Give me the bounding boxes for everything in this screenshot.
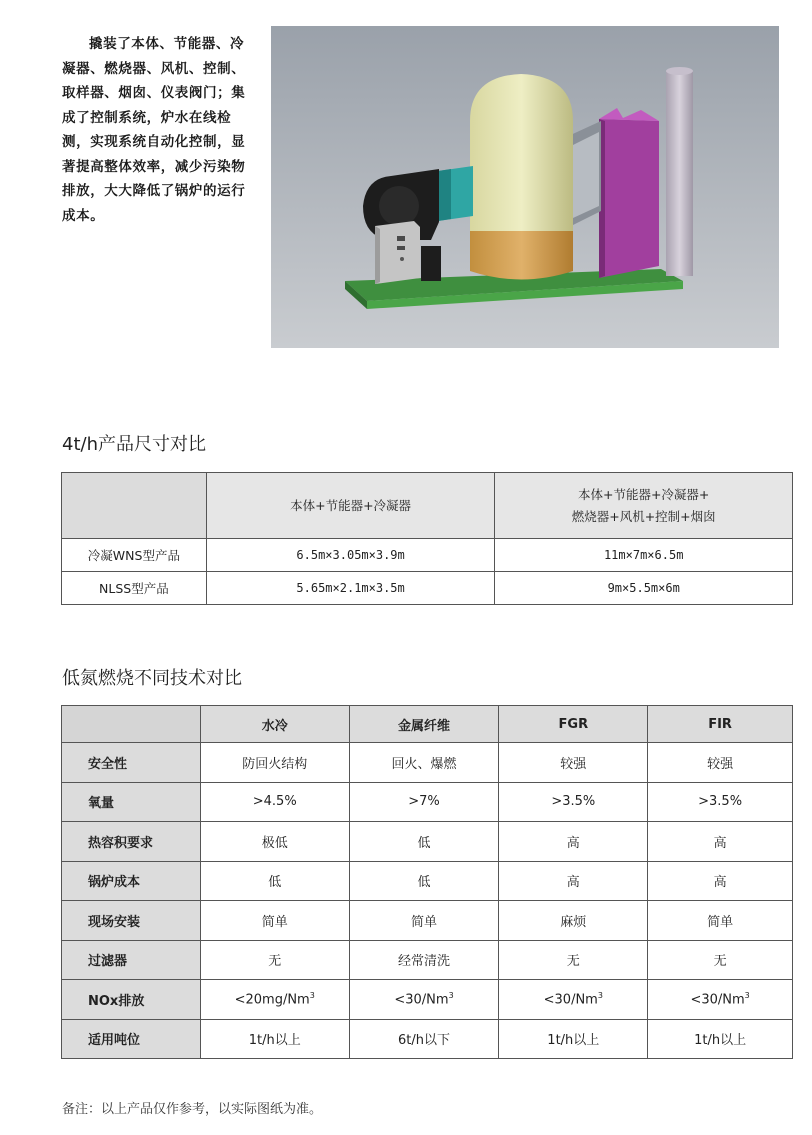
table-row <box>62 572 793 605</box>
table-row <box>62 940 793 980</box>
header-fgr: FGR <box>499 706 648 743</box>
cell: >7% <box>349 782 499 822</box>
cell: 1t/h以上 <box>499 1019 648 1059</box>
cell: >4.5% <box>200 782 349 822</box>
cell: 麻烦 <box>499 901 648 941</box>
row-label: 锅炉成本 <box>62 861 201 901</box>
row-label: 安全性 <box>62 743 201 783</box>
cell: 1t/h以上 <box>200 1019 349 1059</box>
cell: 较强 <box>648 743 793 783</box>
header-body-economizer-condenser: 本体+节能器+冷凝器 <box>206 473 495 539</box>
footnote: 备注：以上产品仅作参考，以实际图纸为准。 <box>62 1102 323 1117</box>
row-label: 适用吨位 <box>62 1019 201 1059</box>
cell: >3.5% <box>648 782 793 822</box>
cell: 高 <box>648 861 793 901</box>
row-label: 过滤器 <box>62 940 201 980</box>
cell: $<30/Nm^3$ <box>499 980 648 1020</box>
table-row <box>62 539 793 572</box>
header-blank-cell <box>62 473 207 539</box>
cell: >3.5% <box>499 782 648 822</box>
table-header-row <box>62 706 793 743</box>
cell: 高 <box>499 822 648 862</box>
table-row <box>62 980 793 1020</box>
cell: 经常清洗 <box>349 940 499 980</box>
cell: 简单 <box>648 901 793 941</box>
cell: 较强 <box>499 743 648 783</box>
header-water-cooled: 水冷 <box>200 706 349 743</box>
table-row <box>62 861 793 901</box>
cell: 回火、爆燃 <box>349 743 499 783</box>
header-fir: FIR <box>648 706 793 743</box>
cell: $<30/Nm^3$ <box>349 980 499 1020</box>
cell: 5.65m×2.1m×3.5m <box>206 572 495 605</box>
table-row <box>62 901 793 941</box>
row-label: NOx排放 <box>62 980 201 1020</box>
cell: 无 <box>499 940 648 980</box>
cell: 高 <box>499 861 648 901</box>
cell: 低 <box>349 822 499 862</box>
header-blank-cell <box>62 706 201 743</box>
table-row <box>62 782 793 822</box>
cell: 11m×7m×6.5m <box>495 539 793 572</box>
cell: 防回火结构 <box>200 743 349 783</box>
size-table-title: 4t/h产品尺寸对比 <box>62 434 206 455</box>
header-metal-fiber: 金属纤维 <box>349 706 499 743</box>
row-label: 现场安装 <box>62 901 201 941</box>
cell: 1t/h以上 <box>648 1019 793 1059</box>
cell: 9m×5.5m×6m <box>495 572 793 605</box>
table-header-row <box>62 473 793 539</box>
table-row <box>62 822 793 862</box>
cell: 高 <box>648 822 793 862</box>
table-row <box>62 1019 793 1059</box>
cell: $<30/Nm^3$ <box>648 980 793 1020</box>
row-label: 冷凝WNS型产品 <box>62 539 207 572</box>
tech-table-title: 低氮燃烧不同技术对比 <box>62 668 242 689</box>
row-label: 氧量 <box>62 782 201 822</box>
boiler-unit-image <box>271 26 779 348</box>
cell: 6t/h以下 <box>349 1019 499 1059</box>
table-row <box>62 743 793 783</box>
size-comparison-table <box>61 472 793 605</box>
header-full-package: 本体+节能器+冷凝器+ 燃烧器+风机+控制+烟囱 <box>495 473 793 539</box>
row-label: 热容积要求 <box>62 822 201 862</box>
row-label: NLSS型产品 <box>62 572 207 605</box>
cell: 低 <box>200 861 349 901</box>
cell: 6.5m×3.05m×3.9m <box>206 539 495 572</box>
cell: 极低 <box>200 822 349 862</box>
cell: 无 <box>200 940 349 980</box>
cell: 低 <box>349 861 499 901</box>
low-nox-tech-table <box>61 705 793 1059</box>
cell: 简单 <box>200 901 349 941</box>
cell: 无 <box>648 940 793 980</box>
cell: $<20mg/Nm^3$ <box>200 980 349 1020</box>
cell: 简单 <box>349 901 499 941</box>
intro-paragraph: 撬装了本体、节能器、冷凝器、燃烧器、风机、控制、取样器、烟囱、仪表阀门；集成了控制系统，炉水在线检测，实现系统自动化控制，显著提高整体效率，减少污染物排放，大大降低了锅炉的运行成本。 <box>62 36 246 224</box>
